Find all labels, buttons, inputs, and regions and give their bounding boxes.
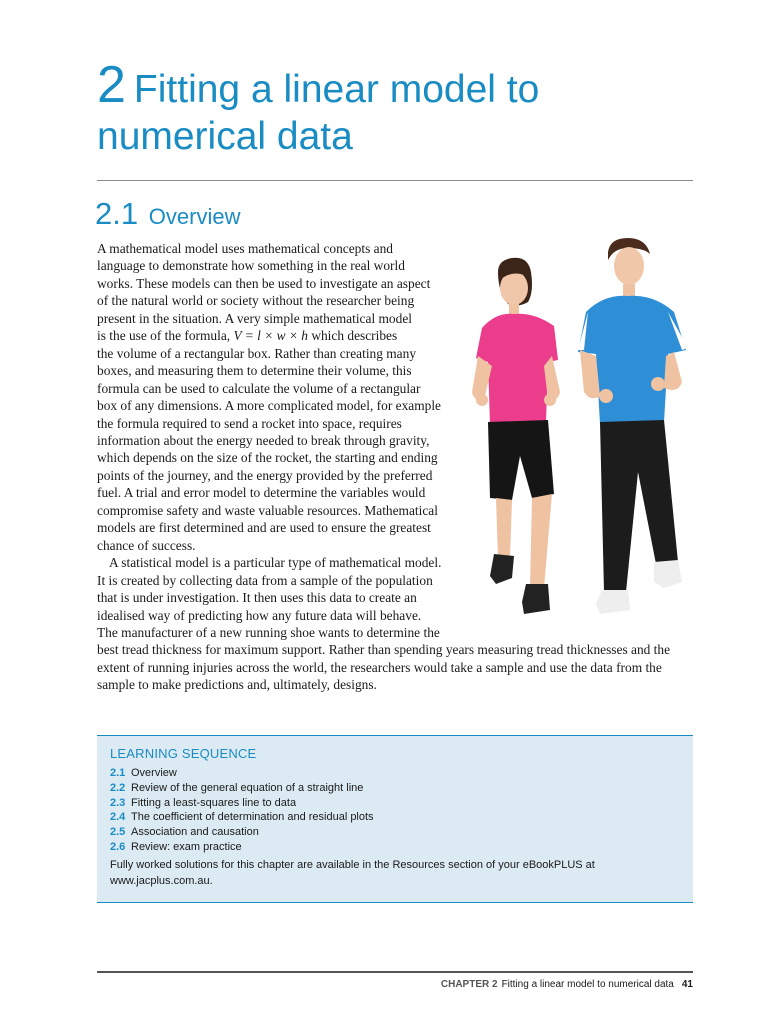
sequence-item[interactable]	[110, 810, 374, 825]
page-footer	[441, 979, 693, 990]
learning-sequence-list	[110, 766, 374, 855]
sequence-label: Fitting a least-squares line to data	[131, 796, 297, 809]
page-number: 41	[681, 979, 693, 990]
text-line: It is created by collecting data from a sample of the population	[97, 572, 433, 588]
sequence-label: The coefficient of determination and residual plots	[131, 811, 374, 824]
formula-prefix: is the use of the formula,	[97, 328, 234, 344]
text-line: best tread thickness for maximum support. Rather than spending years measuring tread thicknesses and the	[97, 642, 671, 658]
learning-sequence-box	[97, 735, 693, 903]
text-line: A mathematical model uses mathematical concepts and	[97, 241, 393, 256]
sequence-item[interactable]	[110, 766, 374, 781]
section-heading	[95, 196, 240, 232]
text-line: compromise safety and waste valuable resources. Mathematical	[97, 502, 438, 518]
text-line: box of any dimensions. A more complicated model, for example	[97, 398, 441, 414]
sequence-item[interactable]	[110, 840, 374, 855]
runners-photo	[468, 232, 693, 632]
text-line: the volume of a rectangular box. Rather than creating many	[97, 345, 417, 361]
learning-sequence-title: LEARNING SEQUENCE	[110, 746, 257, 761]
text-line: fuel. A trial and error model to determine the variables would	[97, 485, 426, 501]
chapter-title-line1: Fitting a linear model to	[133, 68, 540, 111]
volume-formula: V = l × w × h	[233, 328, 308, 344]
text-line: chance of success.	[97, 537, 196, 553]
chapter-title-line2: numerical data	[97, 115, 353, 158]
woman-runner	[472, 258, 560, 614]
text-line: which depends on the size of the rocket, the starting and ending	[97, 450, 438, 466]
formula-suffix: which describes	[307, 328, 398, 344]
sequence-number: 2.4	[110, 811, 126, 824]
section-number: 2.1	[95, 196, 139, 231]
text-line: present in the situation. A very simple mathematical model	[97, 310, 412, 326]
sequence-label: Review: exam practice	[131, 840, 242, 853]
sequence-item[interactable]	[110, 825, 374, 840]
solutions-note: Fully worked solutions for this chapter are available in the Resources section of your eBookPLUS at www.jacplus.com.au.	[110, 859, 595, 887]
text-line: The manufacturer of a new running shoe wants to determine the	[97, 624, 440, 640]
text-line: boxes, and measuring them to determine their volume, this	[97, 363, 412, 379]
sequence-label: Overview	[131, 767, 177, 779]
text-line: points of the journey, and the energy provided by the preferred	[97, 467, 433, 483]
chapter-number: 2	[97, 56, 126, 114]
chapter-title	[97, 56, 697, 160]
text-line: language to demonstrate how something in the real world	[97, 258, 405, 274]
sequence-number: 2.6	[110, 840, 126, 853]
text-line: idealised way of predicting how any future data will behave.	[97, 607, 422, 623]
text-line: information about the energy needed to break through gravity,	[97, 432, 430, 448]
footer-chapter-label: CHAPTER 2	[440, 979, 498, 990]
section-title: Overview	[148, 204, 241, 229]
sequence-label: Review of the general equation of a straight line	[131, 781, 364, 794]
title-divider	[97, 180, 693, 181]
sequence-number: 2.2	[110, 781, 126, 794]
text-line: A statistical model is a particular type of mathematical model.	[109, 555, 442, 571]
footer-chapter-title: Fitting a linear model to numerical data	[501, 979, 674, 990]
sequence-number: 2.1	[110, 767, 126, 779]
text-line: that is under investigation. It then uses this data to create an	[97, 590, 417, 606]
text-line: models are first determined and are used to ensure the greatest	[97, 520, 431, 536]
text-line: the formula required to send a rocket into space, requires	[97, 415, 402, 431]
sequence-number: 2.5	[110, 826, 126, 839]
sequence-item[interactable]	[110, 796, 374, 811]
text-line: of the natural world or society without the researcher being	[97, 293, 415, 309]
sequence-number: 2.3	[110, 796, 126, 809]
man-runner	[578, 238, 688, 614]
text-line: works. These models can then be used to investigate an aspect	[97, 275, 431, 291]
text-line: extent of running injuries across the world, the researchers would take a sample and use the data from the	[97, 659, 662, 675]
text-line: sample to make predictions and, ultimately, designs.	[97, 677, 377, 693]
footer-divider	[97, 971, 693, 973]
sequence-item[interactable]	[110, 781, 374, 796]
text-line: formula can be used to calculate the volume of a rectangular	[97, 380, 421, 396]
sequence-label: Association and causation	[131, 826, 259, 839]
